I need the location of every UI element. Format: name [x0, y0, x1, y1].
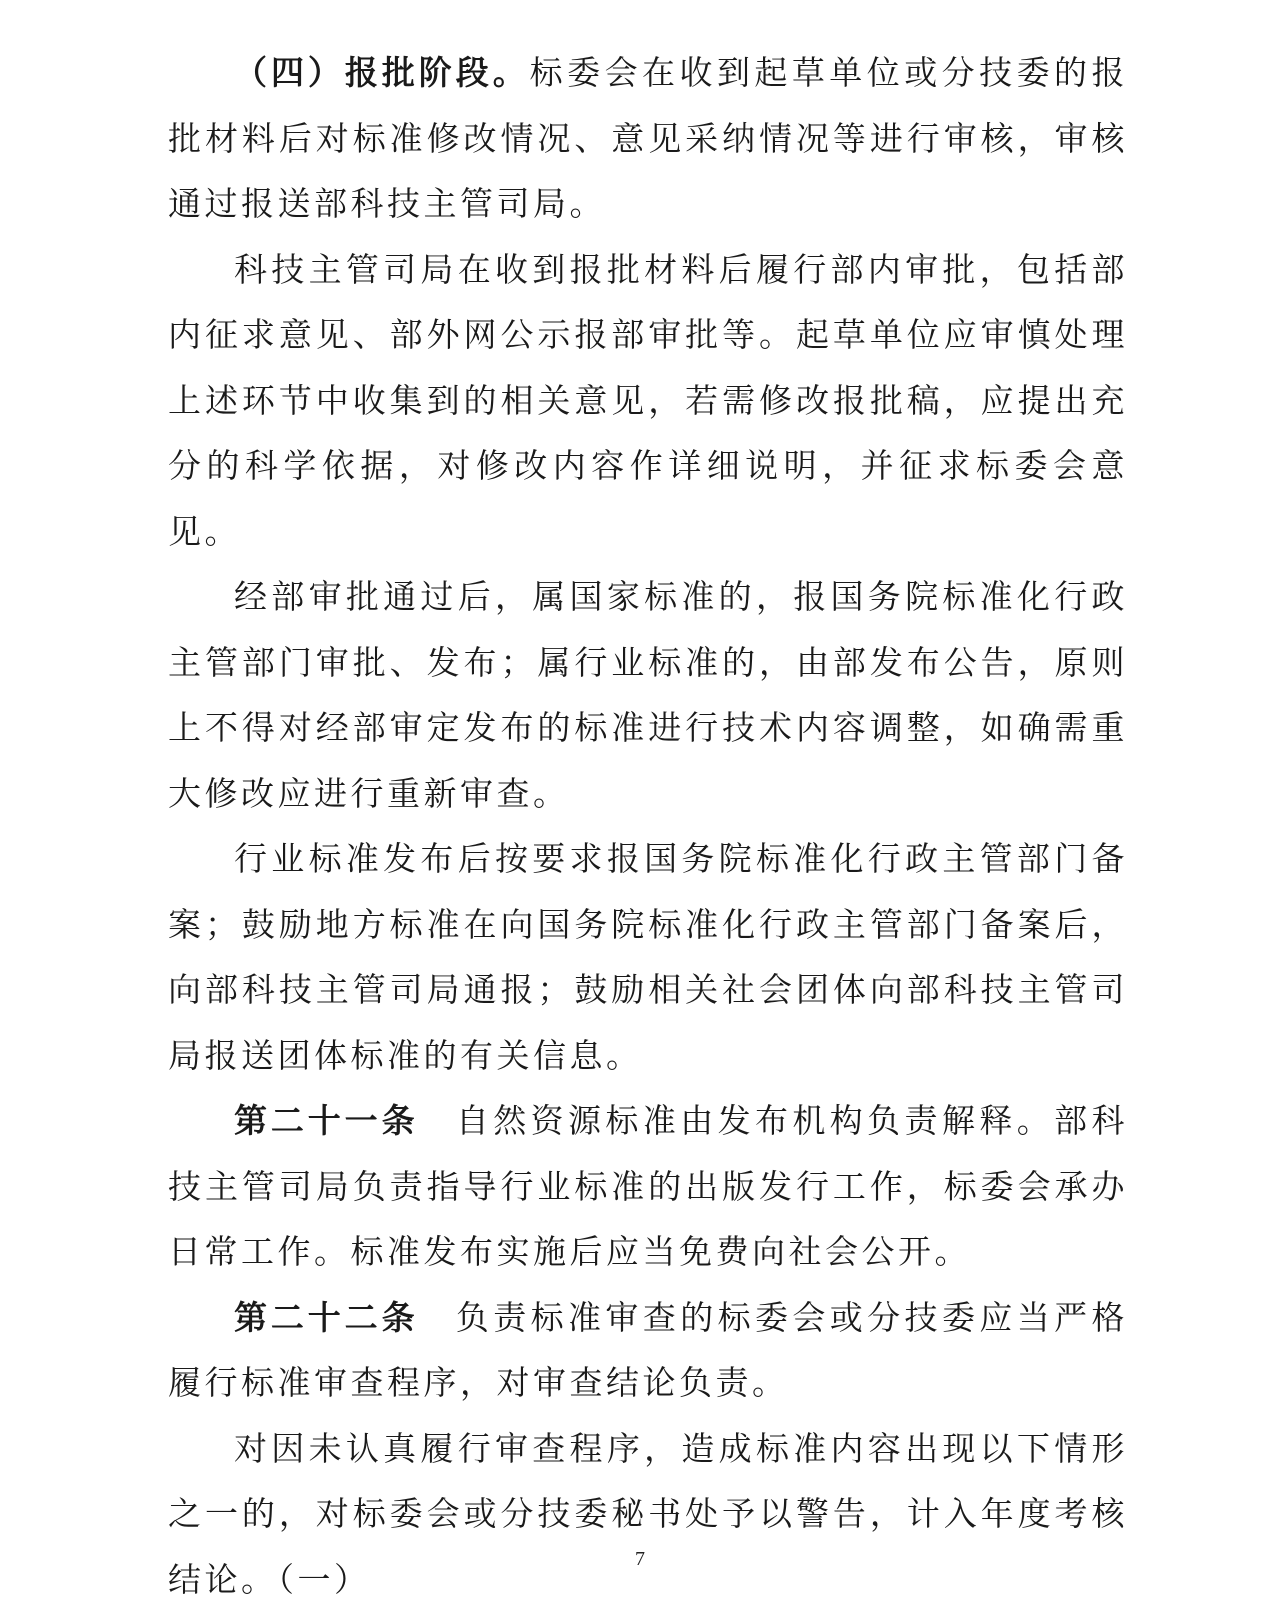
article-21	[168, 1088, 1128, 1285]
paragraph-text: 行业标准发布后按要求报国务院标准化行政主管部门备案；鼓励地方标准在向国务院标准化行政主管部门备案后，向部科技主管司局通报；鼓励相关社会团体向部科技主管司局报送团体标准的有关信息。	[168, 839, 1128, 1075]
paragraph-text: 负责标准审查的标委会或分技委应当严格履行标准审查程序，对审查结论负责。	[168, 1298, 1128, 1403]
paragraph-filing	[168, 826, 1128, 1088]
paragraph-publication	[168, 564, 1128, 826]
article-22	[168, 1285, 1128, 1416]
paragraph-penalty	[168, 1416, 1128, 1612]
page-number: 7	[0, 1548, 1280, 1571]
section-heading-approval-stage: （四）报批阶段。	[234, 53, 530, 92]
paragraph-approval-stage	[168, 40, 1128, 237]
article-21-heading: 第二十一条	[234, 1101, 418, 1140]
paragraph-text: 自然资源标准由发布机构负责解释。部科技主管司局负责指导行业标准的出版发行工作，标委会承办日常工作。标准发布实施后应当免费向社会公开。	[168, 1101, 1128, 1271]
paragraph-ministry-review	[168, 237, 1128, 565]
paragraph-text: 经部审批通过后，属国家标准的，报国务院标准化行政主管部门审批、发布；属行业标准的，由部发布公告，原则上不得对经部审定发布的标准进行技术内容调整，如确需重大修改应进行重新审查。	[168, 577, 1128, 813]
paragraph-text: 标委会在收到起草单位或分技委的报批材料后对标准修改情况、意见采纳情况等进行审核，审核通过报送部科技主管司局。	[168, 53, 1128, 223]
article-22-heading: 第二十二条	[234, 1298, 418, 1337]
paragraph-text: 对因未认真履行审查程序，造成标准内容出现以下情形之一的，对标委会或分技委秘书处予以警告，计入年度考核结论。（一）	[168, 1429, 1128, 1599]
paragraph-text: 科技主管司局在收到报批材料后履行部内审批，包括部内征求意见、部外网公示报部审批等。起草单位应审慎处理上述环节中收集到的相关意见，若需修改报批稿，应提出充分的科学依据，对修改内容作详细说明，并征求标委会意见。	[168, 250, 1128, 551]
document-body	[168, 40, 1128, 1612]
